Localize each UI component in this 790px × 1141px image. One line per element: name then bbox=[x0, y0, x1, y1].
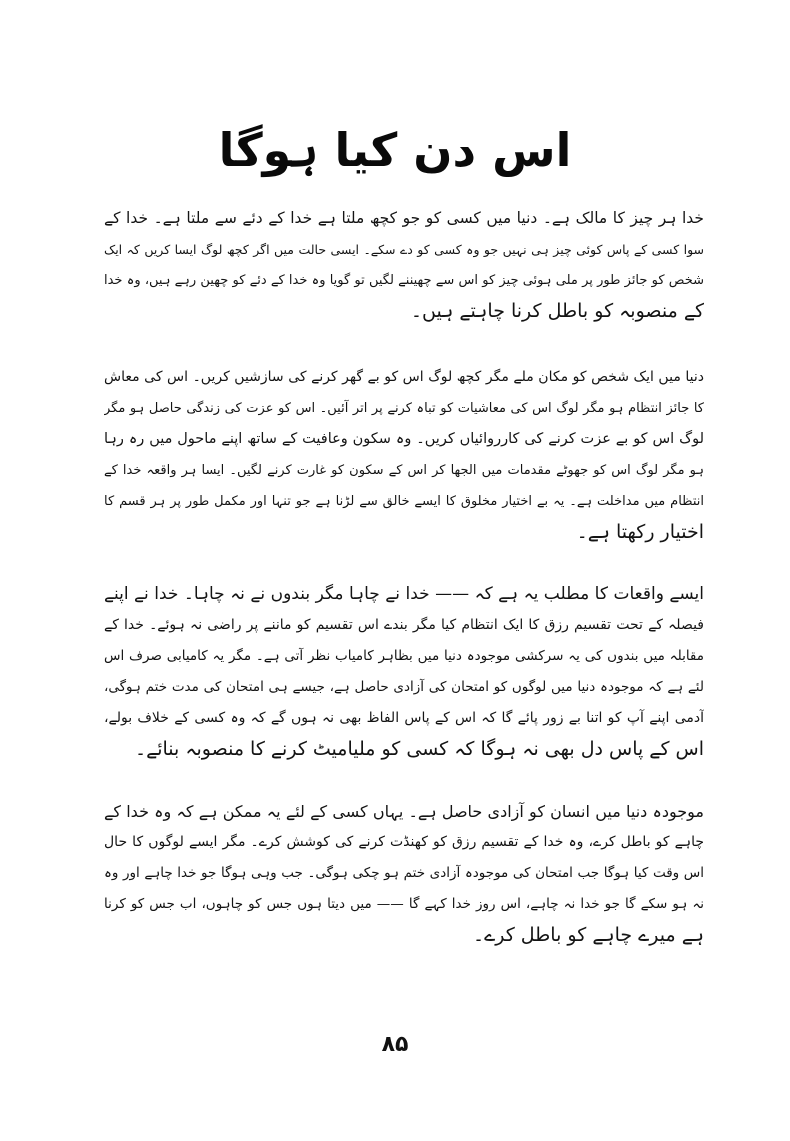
page-title: اس دن کیا ہوگا bbox=[218, 123, 572, 177]
text-line: انتظام میں مداخلت ہے۔ یہ بے اختیار مخلوق کا ایسے خالق سے لڑنا ہے جو تنہا اور مکمل طور پر ہر قسم کا bbox=[104, 494, 704, 509]
text-line: چاہے کو باطل کرے، وہ خدا کے تقسیم رزق کو کھنڈت کرنے کی کوشش کرے۔ مگر ایسے لوگوں کا حال bbox=[104, 834, 704, 850]
text-line: کے منصوبہ کو باطل کرنا چاہتے ہیں۔ bbox=[410, 300, 704, 322]
text-line: موجودہ دنیا میں انسان کو آزادی حاصل ہے۔ یہاں کسی کے لئے یہ ممکن ہے کہ وہ خدا کے bbox=[104, 802, 704, 821]
text-line: اس کے پاس دل بھی نہ ہوگا کہ کسی کو ملیامیٹ کرنے کا منصوبہ بنائے۔ bbox=[134, 738, 704, 760]
text-line: فیصلہ کے تحت تقسیم رزق کا ایک انتظام کیا مگر بندے اس تقسیم کو ماننے پر راضی نہ ہوئے۔ خدا کے bbox=[104, 617, 704, 633]
text-line: ایسے واقعات کا مطلب یہ ہے کہ —— خدا نے چاہا مگر بندوں نے نہ چاہا۔ خدا نے اپنے bbox=[104, 584, 704, 604]
text-line: سوا کسی کے پاس کوئی چیز ہی نہیں جو وہ کسی کو دے سکے۔ ایسی حالت میں اگر کچھ لوگ ایسا کریں کہ ایک bbox=[104, 242, 704, 257]
paragraph-1 bbox=[104, 203, 704, 327]
text-line: لئے ہے کہ موجودہ دنیا میں لوگوں کو امتحان کی آزادی حاصل ہے، جیسے ہی امتحان کی مدت ختم ہوگی، bbox=[104, 679, 704, 695]
paragraph-3 bbox=[104, 579, 704, 765]
paragraph-2 bbox=[104, 362, 704, 548]
text-line: آدمی اپنے آپ کو اتنا بے زور پائے گا کہ اس کے پاس الفاظ بھی نہ ہوں گے کہ وہ کسی کے خلاف بولے، bbox=[104, 710, 704, 726]
text-line: اس وقت کیا ہوگا جب امتحان کی موجودہ آزادی ختم ہو چکی ہوگی۔ جب وہی ہوگا جو خدا چاہے اور وہ bbox=[104, 865, 704, 881]
text-line: نہ ہو سکے گا جو خدا نہ چاہے، اس روز خدا کہے گا —— میں دیتا ہوں جس کو چاہوں، اب جس کو کرنا bbox=[104, 896, 704, 912]
text-line: کا جائز انتظام ہو مگر لوگ اس کی معاشیات کو تباہ کرنے پر اتر آئیں۔ اس کو عزت کی زندگی حاصل ہو مگر bbox=[104, 401, 704, 416]
text-line: ہو مگر لوگ اس کو جھوٹے مقدمات میں الجھا کر اس کے سکون کو غارت کرنے لگیں۔ ایسا ہر واقعہ خدا کے bbox=[104, 463, 704, 478]
paragraph-4 bbox=[104, 796, 704, 951]
text-line: مقابلہ میں بندوں کی یہ سرکشی موجودہ دنیا میں بظاہر کامیاب نظر آتی ہے۔ مگر یہ کامیابی صرف اس bbox=[104, 648, 704, 664]
text-line: شخص کو جائز طور پر ملی ہوئی چیز کو اس سے چھیننے لگیں تو گویا وہ خدا کے دئے کو چھین رہے ہیں، وہ خدا bbox=[104, 273, 704, 288]
page-number: ۸۵ bbox=[381, 1032, 409, 1057]
text-line: دنیا میں ایک شخص کو مکان ملے مگر کچھ لوگ اس کو بے گھر کرنے کی سازشیں کریں۔ اس کی معاش bbox=[104, 369, 704, 385]
text-line: خدا ہر چیز کا مالک ہے۔ دنیا میں کسی کو جو کچھ ملتا ہے خدا کے دئے سے ملتا ہے۔ خدا کے bbox=[104, 209, 704, 227]
text-line: اختیار رکھتا ہے۔ bbox=[576, 521, 704, 543]
text-line: لوگ اس کو بے عزت کرنے کی کارروائیاں کریں۔ وہ سکون وعافیت کے ساتھ اپنے ماحول میں رہ رہا bbox=[104, 431, 704, 447]
text-line: ہے میرے چاہے کو باطل کرے۔ bbox=[472, 924, 704, 946]
